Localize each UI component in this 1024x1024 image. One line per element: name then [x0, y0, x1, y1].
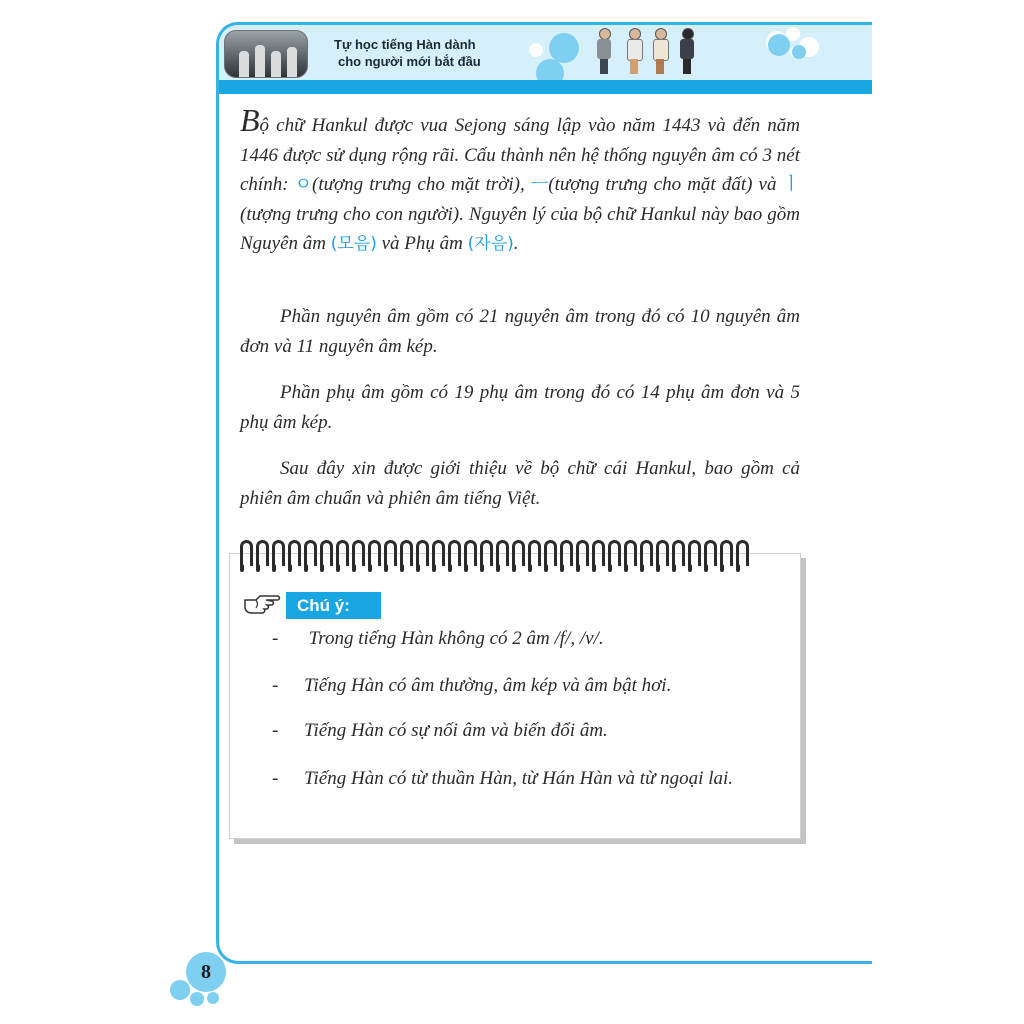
note-item-text: Tiếng Hàn có từ thuần Hàn, từ Hán Hàn và từ ngoại lai.: [304, 768, 734, 789]
spiral-ring: [624, 540, 637, 566]
spiral-ring: [288, 540, 301, 566]
spiral-ring: [304, 540, 317, 566]
note-bullet: -: [272, 628, 279, 649]
note-item-text: Tiếng Hàn có sự nối âm và biến đổi âm.: [304, 720, 608, 741]
note-item: [272, 628, 604, 650]
note-bullet: -: [272, 720, 279, 741]
spiral-ring: [448, 540, 461, 566]
page-number: 8: [201, 961, 211, 983]
spiral-ring: [704, 540, 717, 566]
note-item-text: Trong tiếng Hàn không có 2 âm /f/, /v/.: [304, 628, 604, 649]
spiral-ring: [464, 540, 477, 566]
person-figure-icon: [627, 28, 641, 74]
note-item-text: Tiếng Hàn có âm thường, âm kép và âm bật hơi.: [304, 675, 672, 696]
header-title-line2: cho người mới bắt đầu: [338, 54, 481, 69]
spiral-ring: [672, 540, 685, 566]
intro-paragraph: [240, 102, 800, 260]
person-figure-icon: [680, 28, 694, 74]
spiral-ring: [336, 540, 349, 566]
page-margin: [872, 0, 1024, 1024]
bubble-decoration: [792, 45, 806, 59]
paragraph-introduction: Sau đây xin được giới thiệu về bộ chữ cái Hankul, bao gồm cả phiên âm chuẩn và phiên âm tiếng Việt.: [240, 458, 800, 509]
horizontal-stroke-symbol: ㅡ: [530, 174, 549, 195]
spiral-ring: [240, 540, 253, 566]
intro-text: (tượng trưng cho mặt đất) và: [548, 174, 783, 195]
spiral-ring: [528, 540, 541, 566]
header-title: [334, 36, 534, 70]
bubble-decoration: [190, 992, 204, 1006]
paragraph-consonants: Phần phụ âm gồm có 19 phụ âm trong đó có 14 phụ âm đơn và 5 phụ âm kép.: [240, 382, 800, 433]
intro-text: (tượng trưng cho con người). Nguyên lý của bộ chữ Hankul này bao gồm Nguyên âm: [240, 203, 800, 254]
spiral-ring: [608, 540, 621, 566]
note-bullet: -: [272, 768, 279, 789]
spiral-ring: [720, 540, 733, 566]
intro-text: .: [513, 233, 519, 254]
pointing-hand-icon: [242, 590, 282, 620]
note-item: [272, 675, 671, 697]
person-figure-icon: [653, 28, 667, 74]
spiral-ring: [640, 540, 653, 566]
bubble-decoration: [207, 992, 219, 1004]
person-figure-icon: [597, 28, 611, 74]
spiral-ring: [352, 540, 365, 566]
bubble-decoration: [768, 34, 790, 56]
vertical-stroke-symbol: ㅣ: [782, 174, 800, 195]
spiral-ring: [544, 540, 557, 566]
spiral-ring: [256, 540, 269, 566]
paragraph-vowels: Phần nguyên âm gồm có 21 nguyên âm trong đó có 10 nguyên âm đơn và 11 nguyên âm kép.: [240, 306, 800, 357]
spiral-ring: [384, 540, 397, 566]
spiral-ring: [272, 540, 285, 566]
header-title-line1: Tự học tiếng Hàn dành: [334, 37, 476, 52]
note-bullet: -: [272, 675, 279, 696]
note-item: [272, 720, 608, 742]
spiral-ring: [368, 540, 381, 566]
spiral-ring: [512, 540, 525, 566]
spiral-ring: [576, 540, 589, 566]
spiral-ring: [480, 540, 493, 566]
spiral-ring: [400, 540, 413, 566]
spiral-ring: [432, 540, 445, 566]
intro-text: (tượng trưng cho mặt trời),: [312, 174, 531, 195]
spiral-ring: [416, 540, 429, 566]
spiral-ring: [496, 540, 509, 566]
spiral-ring: [736, 540, 749, 566]
spiral-ring: [320, 540, 333, 566]
spiral-ring: [656, 540, 669, 566]
header-bar: [219, 80, 872, 94]
intro-text: và Phụ âm: [376, 233, 468, 254]
intro-text: ộ chữ Hankul được vua Sejong sáng lập vào năm 1443 và đến năm 1446 được sử dụng rộng rãi. Cấu thành nên hệ thống nguyên âm có 3 nét chính:: [240, 115, 800, 195]
korean-term-consonant: (자음): [467, 234, 514, 254]
drop-cap: B: [240, 102, 260, 138]
note-title: Chú ý:: [286, 592, 381, 619]
spiral-ring: [592, 540, 605, 566]
spiral-ring: [560, 540, 573, 566]
students-photo: [224, 30, 308, 78]
korean-term-vowel: (모음): [330, 234, 377, 254]
note-item: [272, 768, 733, 790]
spiral-binding: [240, 540, 780, 570]
spiral-ring: [688, 540, 701, 566]
circle-stroke-symbol: ㅇ: [294, 174, 313, 195]
